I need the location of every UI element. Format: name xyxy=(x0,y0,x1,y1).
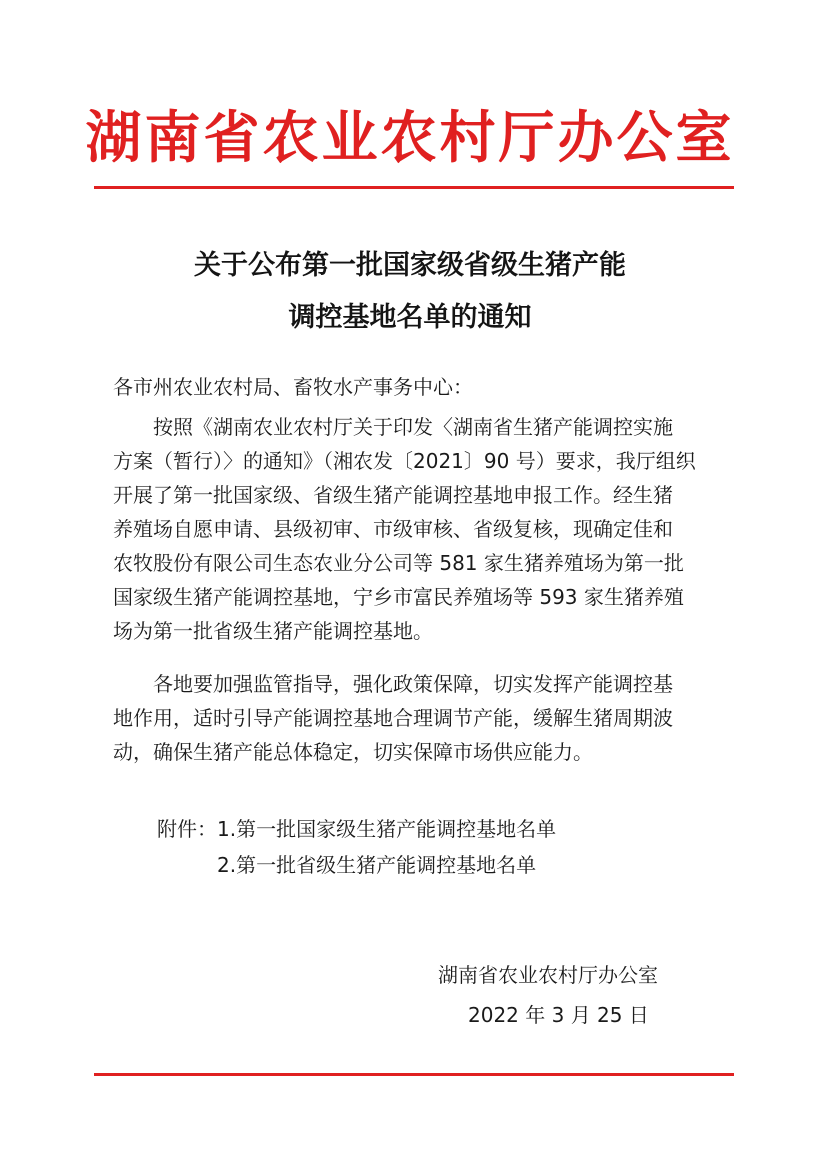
salutation: 各市州农业农村局、畜牧水产事务中心： xyxy=(113,375,473,399)
paragraph-line: 方案（暂行）〉的通知》（湘农发〔2021〕90 号）要求，我厅组织 xyxy=(113,449,696,473)
document-title xyxy=(0,240,820,344)
masthead-title: 湖南省农业农村厅办公室 xyxy=(85,105,735,171)
footer-divider xyxy=(94,1073,734,1076)
attachment-item-2 xyxy=(157,847,556,883)
paragraph-line: 农牧股份有限公司生态农业分公司等 581 家生猪养殖场为第一批 xyxy=(113,551,684,575)
paragraph-line: 开展了第一批国家级、省级生猪产能调控基地申报工作。经生猪 xyxy=(113,483,673,507)
attachments-label: 附件： xyxy=(157,817,217,841)
title-line-2: 调控基地名单的通知 xyxy=(288,302,532,333)
masthead-divider xyxy=(94,186,734,189)
paragraph-line: 地作用，适时引导产能调控基地合理调节产能，缓解生猪周期波 xyxy=(113,706,673,730)
attachments-list xyxy=(157,811,556,883)
attachment-title: 1.第一批国家级生猪产能调控基地名单 xyxy=(217,817,557,841)
paragraph-line: 动，确保生猪产能总体稳定，切实保障市场供应能力。 xyxy=(113,740,593,764)
signoff-date: 2022 年 3 月 25 日 xyxy=(468,1003,649,1027)
body-paragraph-2 xyxy=(113,667,733,769)
paragraph-line: 场为第一批省级生猪产能调控基地。 xyxy=(113,619,433,643)
paragraph-line: 国家级生猪产能调控基地，宁乡市富民养殖场等 593 家生猪养殖 xyxy=(113,585,684,609)
attachment-item-1 xyxy=(157,811,556,847)
paragraph-line: 养殖场自愿申请、县级初审、市级审核、省级复核，现确定佳和 xyxy=(113,517,673,541)
paragraph-line: 按照《湖南农业农村厅关于印发〈湖南省生猪产能调控实施 xyxy=(153,415,673,439)
paragraph-line: 各地要加强监管指导，强化政策保障，切实发挥产能调控基 xyxy=(153,672,673,696)
signoff-organization: 湖南省农业农村厅办公室 xyxy=(438,963,658,987)
signoff-block xyxy=(380,955,740,1035)
attachment-title: 2.第一批省级生猪产能调控基地名单 xyxy=(217,853,537,877)
title-line-1: 关于公布第一批国家级省级生猪产能 xyxy=(194,250,626,281)
body-paragraph-1 xyxy=(113,410,733,648)
